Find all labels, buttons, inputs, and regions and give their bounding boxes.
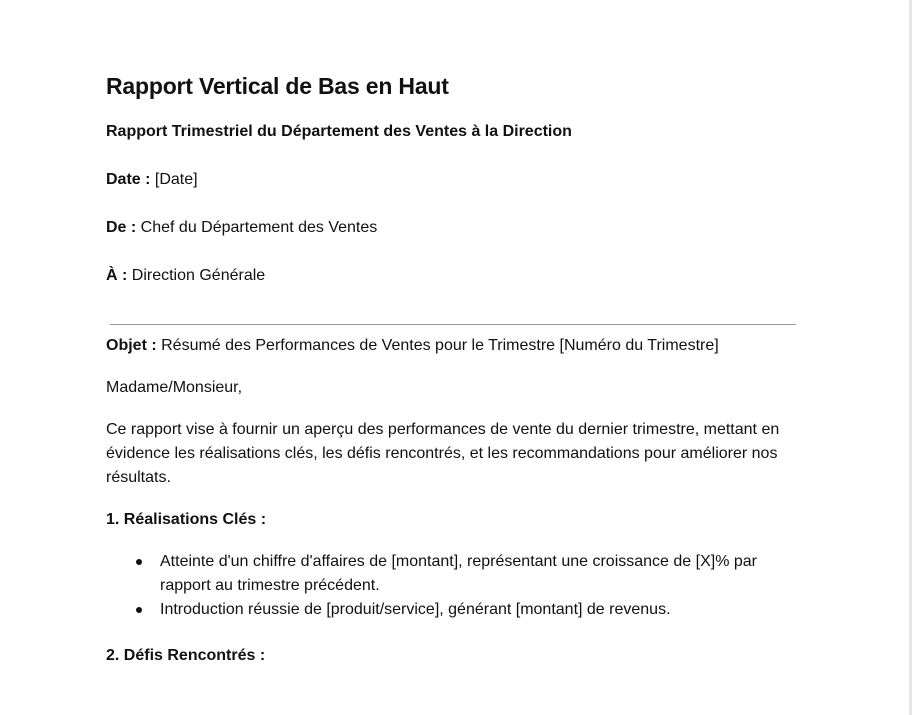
document-page xyxy=(106,72,796,668)
bullet-icon xyxy=(136,607,142,613)
list-item-text: Atteinte d'un chiffre d'affaires de [montant], représentant une croissance de [X]% par rapport au trimestre précédent. xyxy=(160,553,757,594)
objet-value: Résumé des Performances de Ventes pour le Trimestre [Numéro du Trimestre] xyxy=(156,337,719,354)
bullet-icon xyxy=(136,559,142,565)
section-title-achievements: 1. Réalisations Clés : xyxy=(106,511,267,528)
document-subtitle: Rapport Trimestriel du Département des Ventes à la Direction xyxy=(106,123,572,140)
list-item xyxy=(106,550,780,598)
achievements-list xyxy=(106,550,796,622)
objet-label: Objet : xyxy=(106,337,157,354)
greeting: Madame/Monsieur, xyxy=(106,379,243,396)
list-item-text: Introduction réussie de [produit/service], générant [montant] de revenus. xyxy=(160,601,671,618)
meta-from xyxy=(106,218,796,238)
objet-line xyxy=(106,334,746,358)
meta-from-value: Chef du Département des Ventes xyxy=(136,219,378,236)
section-title-challenges: 2. Défis Rencontrés : xyxy=(106,647,266,664)
list-item xyxy=(106,598,780,622)
meta-to xyxy=(106,266,796,286)
meta-date-label: Date : xyxy=(106,171,151,188)
meta-to-label: À : xyxy=(106,267,128,284)
meta-from-label: De : xyxy=(106,219,137,236)
meta-date xyxy=(106,170,796,190)
meta-to-value: Direction Générale xyxy=(127,267,266,284)
intro-paragraph: Ce rapport vise à fournir un aperçu des performances de vente du dernier trimestre, mettant en évidence les réalisations clés, les défis rencontrés, et les recommandations pour améliorer nos résultats. xyxy=(106,421,780,486)
horizontal-divider xyxy=(110,324,796,325)
meta-date-value: [Date] xyxy=(150,171,198,188)
document-title: Rapport Vertical de Bas en Haut xyxy=(106,73,449,99)
